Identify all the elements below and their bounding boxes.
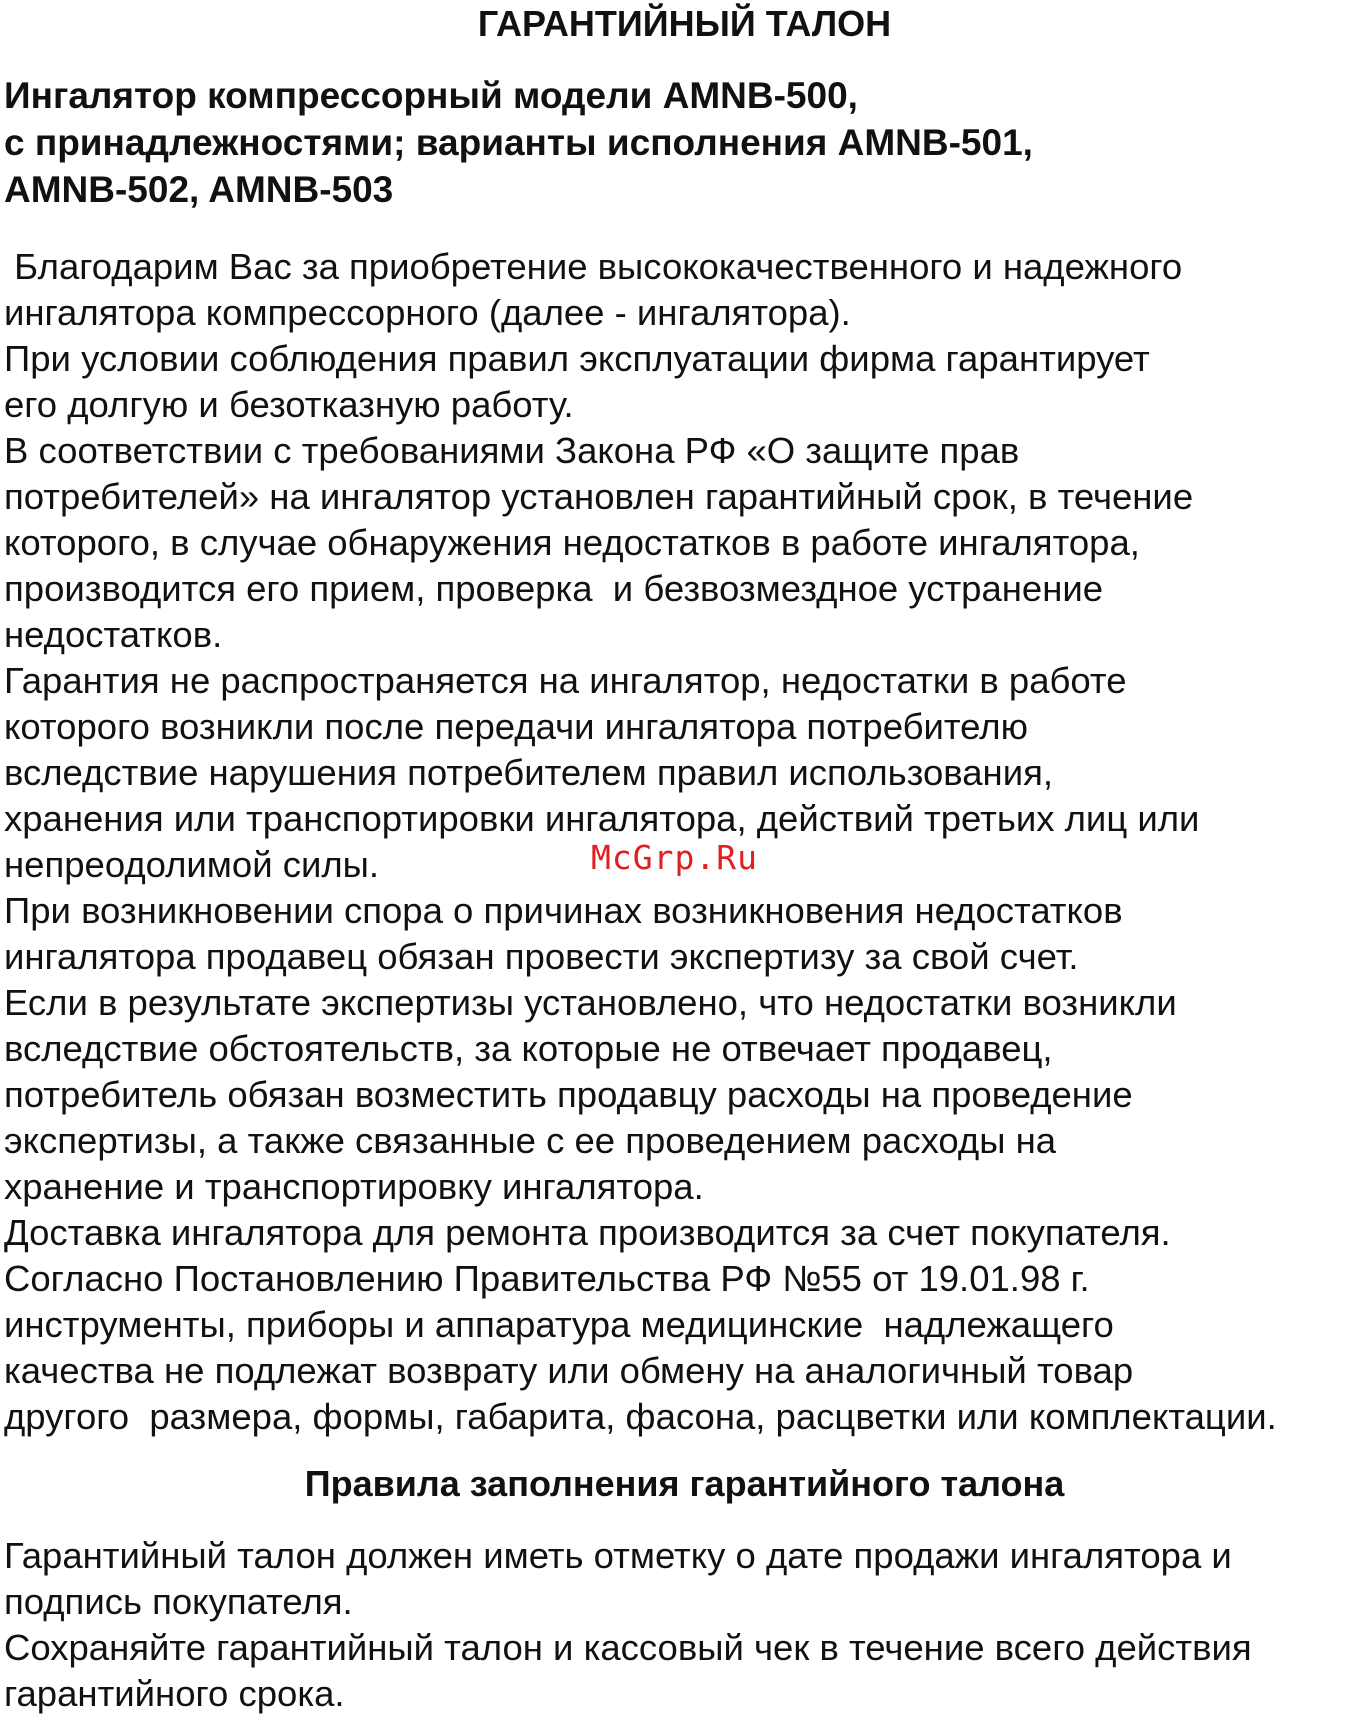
text-line: При условии соблюдения правил эксплуатации фирма гарантирует bbox=[4, 338, 1150, 379]
text-line: хранение и транспортировку ингалятора. bbox=[4, 1166, 704, 1207]
text-line: хранения или транспортировки ингалятора, действий третьих лиц или bbox=[4, 798, 1200, 839]
product-heading bbox=[4, 72, 1344, 213]
text-line: гарантийного срока. bbox=[4, 1673, 345, 1714]
text-line: При возникновении спора о причинах возникновения недостатков bbox=[4, 890, 1123, 931]
text-line: недостатков. bbox=[4, 614, 223, 655]
text-line: вследствие нарушения потребителем правил использования, bbox=[4, 752, 1053, 793]
text-line: непреодолимой силы. bbox=[4, 844, 380, 885]
text-line: его долгую и безотказную работу. bbox=[4, 384, 574, 425]
text-line: Согласно Постановлению Правительства РФ №55 от 19.01.98 г. bbox=[4, 1258, 1090, 1299]
text-line: вследствие обстоятельств, за которые не отвечает продавец, bbox=[4, 1028, 1053, 1069]
text-line: которого, в случае обнаружения недостатков в работе ингалятора, bbox=[4, 522, 1140, 563]
text-line: производится его прием, проверка и безвозмездное устранение bbox=[4, 568, 1104, 609]
document-title: ГАРАНТИЙНЫЙ ТАЛОН bbox=[477, 3, 892, 44]
rules-body-text bbox=[4, 1533, 1369, 1717]
text-line: инструменты, приборы и аппаратура медицинские надлежащего bbox=[4, 1304, 1114, 1345]
watermark-text: McGrp.Ru bbox=[591, 838, 758, 877]
text-line: Если в результате экспертизы установлено, что недостатки возникли bbox=[4, 982, 1177, 1023]
text-line: Гарантия не распространяется на ингалятор, недостатки в работе bbox=[4, 660, 1127, 701]
product-line: AMNB-502, AMNB-503 bbox=[4, 169, 394, 210]
text-line: ингалятора компрессорного (далее - ингалятора). bbox=[4, 292, 851, 333]
text-line: потребителей» на ингалятор установлен гарантийный срок, в течение bbox=[4, 476, 1194, 517]
text-line: подпись покупателя. bbox=[4, 1581, 353, 1622]
text-line: качества не подлежат возврату или обмену на аналогичный товар bbox=[4, 1350, 1134, 1391]
product-line: Ингалятор компрессорный модели AMNB-500, bbox=[4, 75, 858, 116]
product-line: с принадлежностями; варианты исполнения AMNB-501, bbox=[4, 122, 1033, 163]
text-line: другого размера, формы, габарита, фасона, расцветки или комплектации. bbox=[4, 1396, 1277, 1437]
rules-title: Правила заполнения гарантийного талона bbox=[304, 1463, 1065, 1504]
text-line: Благодарим Вас за приобретение высококачественного и надежного bbox=[4, 246, 1183, 287]
text-line: Гарантийный талон должен иметь отметку о дате продажи ингалятора и bbox=[4, 1535, 1232, 1576]
text-line: потребитель обязан возместить продавцу расходы на проведение bbox=[4, 1074, 1133, 1115]
text-line: которого возникли после передачи ингалятора потребителю bbox=[4, 706, 1028, 747]
text-line: ингалятора продавец обязан провести экспертизу за свой счет. bbox=[4, 936, 1079, 977]
text-line: Сохраняйте гарантийный талон и кассовый чек в течение всего действия bbox=[4, 1627, 1252, 1668]
text-line: Доставка ингалятора для ремонта производится за счет покупателя. bbox=[4, 1212, 1171, 1253]
text-line: экспертизы, а также связанные с ее проведением расходы на bbox=[4, 1120, 1057, 1161]
text-line: В соответствии с требованиями Закона РФ «О защите прав bbox=[4, 430, 1020, 471]
